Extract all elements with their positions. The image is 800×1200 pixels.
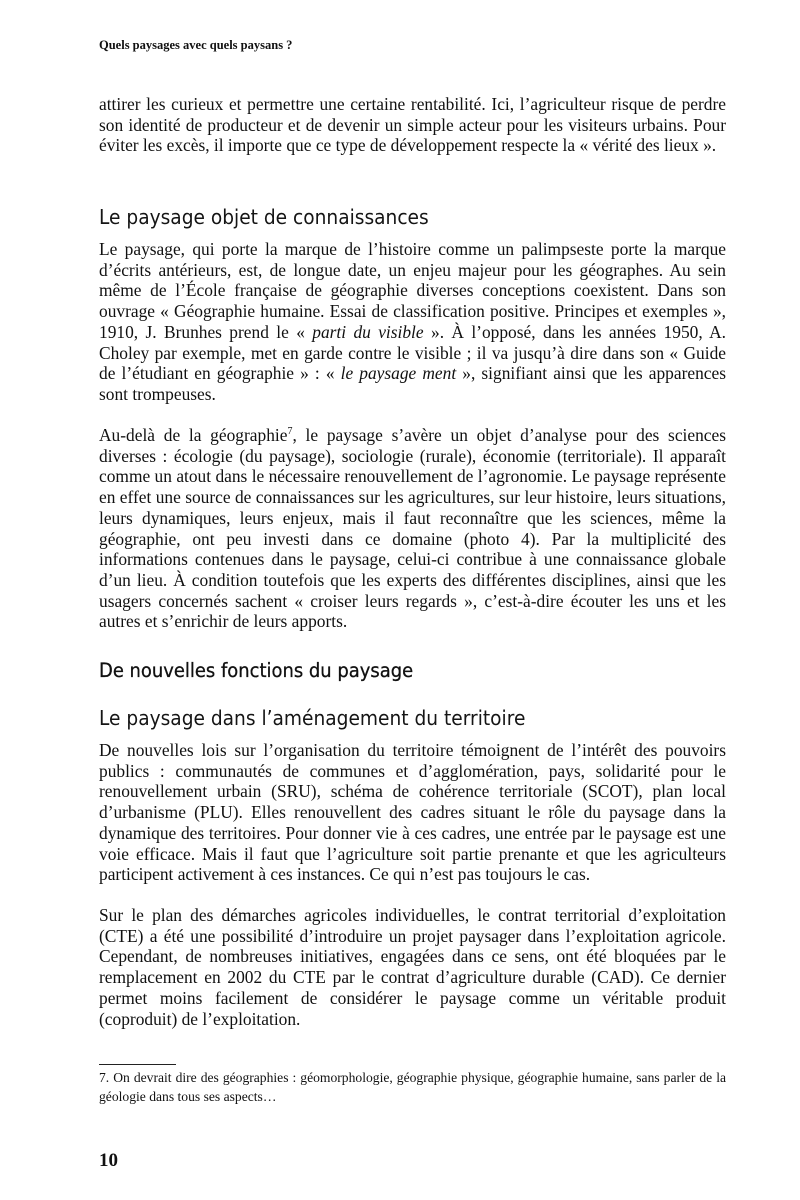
paragraph-nouvelles-lois: De nouvelles lois sur l’organisation du territoire témoignent de l’intérêt des pouvoirs publics : communautés de communes et d’agglomération, pays, solidarité pour le renouvellement urbain (SRU), schéma de cohérence territoriale (SCOT), plan local d’urbanisme (PLU). Elles renouvellent des cadres situant le rôle du paysage dans la dynamique des territoires. Pour donner vie à ces cadres, une entrée par le paysage est une voie efficace. Mais il faut que l’agriculture soit partie prenante et que les agriculteurs participent activement à ces instances. Ce qui n’est pas toujours le cas.: [99, 740, 726, 885]
text-run: , le paysage s’avère un objet d’analyse pour des sciences diverses : écologie (du paysage), sociologie (rurale), économie (territoriale). Il apparaît comme un atout dans le nécessaire renouvellement de l’agronomie. Le paysage représente en effet une source de connaissances sur les agricultures, sur leur histoire, leurs situations, leurs dynamiques, leurs enjeux, mais il faut reconnaître que les sciences, même la géographie, ont peu investi dans ce domaine (photo 4). Par la multiplicité des informations contenues dans le paysage, celui-ci contribue à une connaissance globale d’un lieu. À condition toutefois que les experts des différentes disciplines, ainsi que les usagers concernés sachent « croiser leurs regards », c’est-à-dire écouter les uns et les autres et s’enrichir de leurs apports.: [99, 425, 726, 632]
section-connaissances-p2-block: [99, 425, 726, 632]
subsection-amenagement-p1-block: [99, 740, 726, 885]
text-run: ». À l’opposé, dans les années 1950, A. Choley par exemple, met en garde contre le visible ; il va jusqu’à dire dans son « Guide de l’étudiant en géographie » : «: [99, 321, 726, 384]
section-connaissances-p1-block: [99, 239, 726, 405]
footnote-text: On devrait dire des géographies : géomorphologie, géographie physique, géographie humaine, sans parler de la géologie dans tous ses aspects…: [99, 1070, 726, 1104]
footnote-ref-7[interactable]: 7: [287, 426, 293, 437]
text-run: », signifiant ainsi que les apparences sont trompeuses.: [99, 363, 726, 404]
footnote-7: [99, 1068, 726, 1106]
section-fonctions-heading-block: [99, 659, 726, 682]
italic-quote-paysage-ment: le paysage ment: [340, 363, 457, 384]
footnote-separator: [99, 1064, 176, 1065]
text-run: Au-delà de la géographie: [99, 425, 288, 445]
text-run: Le paysage, qui porte la marque de l’histoire comme un palimpseste porte la marque d’écrits antérieurs, est, de longue date, un enjeu majeur pour les géographes. Au sein même de l’École française de géographie diverses conceptions coexistent. Dans son ouvrage « Géographie humaine. Essai de classification positive. Principes et exemples », 1910, J. Brunhes prend le «: [99, 239, 726, 342]
intro-paragraph: attirer les curieux et permettre une certaine rentabilité. Ici, l’agriculteur risque de perdre son identité de producteur et de devenir un simple acteur pour les visiteurs urbains. Pour éviter les excès, il importe que ce type de développement respecte la « vérité des lieux ».: [99, 94, 726, 156]
paragraph-palimpseste: [99, 239, 726, 405]
intro-block: [99, 94, 726, 156]
subsection-heading-amenagement: Le paysage dans l’aménagement du territoire: [99, 706, 526, 730]
subsection-heading-connaissances: Le paysage objet de connaissances: [99, 205, 429, 229]
paragraph-demarches-agricoles: Sur le plan des démarches agricoles individuelles, le contrat territorial d’exploitation (CTE) a été une possibilité d’introduire un projet paysager dans l’exploitation agricole. Cependant, de nombreuses initiatives, engagées dans ce sens, ont été bloquées par le remplacement en 2002 du CTE par le contrat d’agriculture durable (CAD). Ce dernier permet moins facilement de considérer le paysage comme un véritable produit (coproduit) de l’exploitation.: [99, 905, 726, 1029]
section-heading-nouvelles-fonctions: De nouvelles fonctions du paysage: [99, 659, 414, 682]
subsection-amenagement-p2-block: [99, 905, 726, 1029]
section-connaissances-heading-block: [99, 205, 726, 229]
paragraph-au-dela-geographie: [99, 425, 726, 632]
footnote-number: 7.: [99, 1070, 110, 1085]
page-number: 10: [99, 1150, 118, 1171]
subsection-amenagement-heading-block: [99, 706, 726, 730]
running-head: Quels paysages avec quels paysans ?: [99, 38, 293, 52]
italic-quote-parti-du-visible: parti du visible: [312, 321, 424, 342]
